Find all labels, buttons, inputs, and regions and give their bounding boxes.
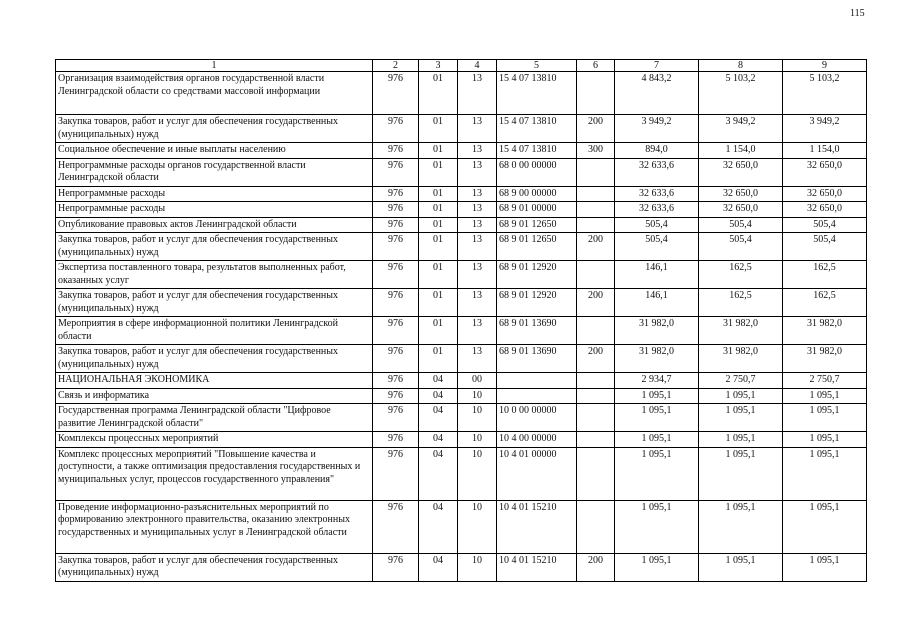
- header-cell: 3: [419, 60, 458, 72]
- table-row: [56, 373, 867, 389]
- row-expense-type: [577, 317, 615, 345]
- row-name: Проведение информационно-разъяснительных мероприятий по формированию электронного правительства, оказанию электронных государственных и муниципальных услуг в Ленинградской области: [56, 500, 373, 553]
- row-amount-year3: 31 982,0: [783, 317, 867, 345]
- row-target-article: 68 9 01 00000: [497, 202, 577, 218]
- row-expense-type: [577, 217, 615, 233]
- row-amount-year1: 2 934,7: [615, 373, 699, 389]
- row-expense-type: [577, 261, 615, 289]
- row-target-article: 15 4 07 13810: [497, 72, 577, 115]
- row-expense-type: [577, 447, 615, 500]
- row-ved: 976: [373, 186, 419, 202]
- row-ved: 976: [373, 143, 419, 159]
- row-section: 04: [419, 553, 458, 581]
- row-name: Закупка товаров, работ и услуг для обеспечения государственных (муниципальных) нужд: [56, 553, 373, 581]
- row-amount-year3: 1 095,1: [783, 553, 867, 581]
- row-name: Закупка товаров, работ и услуг для обеспечения государственных (муниципальных) нужд: [56, 115, 373, 143]
- row-subsection: 13: [458, 217, 497, 233]
- row-amount-year3: 2 750,7: [783, 373, 867, 389]
- row-expense-type: [577, 202, 615, 218]
- row-subsection: 13: [458, 158, 497, 186]
- table-row: [56, 261, 867, 289]
- row-ved: 976: [373, 261, 419, 289]
- row-expense-type: [577, 186, 615, 202]
- table-row: [56, 447, 867, 500]
- row-amount-year1: 1 095,1: [615, 447, 699, 500]
- row-name: Непрограммные расходы: [56, 186, 373, 202]
- row-amount-year3: 1 095,1: [783, 388, 867, 404]
- header-cell: 8: [699, 60, 783, 72]
- row-amount-year1: 1 095,1: [615, 404, 699, 432]
- row-amount-year1: 31 982,0: [615, 317, 699, 345]
- row-expense-type: [577, 404, 615, 432]
- row-amount-year2: 162,5: [699, 261, 783, 289]
- row-section: 01: [419, 186, 458, 202]
- row-section: 01: [419, 261, 458, 289]
- row-name: Закупка товаров, работ и услуг для обеспечения государственных (муниципальных) нужд: [56, 345, 373, 373]
- row-section: 04: [419, 432, 458, 448]
- table-row: [56, 345, 867, 373]
- row-target-article: 10 4 01 15210: [497, 500, 577, 553]
- row-amount-year3: 31 982,0: [783, 345, 867, 373]
- row-target-article: 68 9 01 12650: [497, 233, 577, 261]
- row-amount-year3: 32 650,0: [783, 186, 867, 202]
- row-target-article: 15 4 07 13810: [497, 143, 577, 159]
- row-subsection: 10: [458, 500, 497, 553]
- row-amount-year1: 1 095,1: [615, 432, 699, 448]
- row-expense-type: 200: [577, 345, 615, 373]
- row-amount-year3: 1 095,1: [783, 500, 867, 553]
- row-target-article: 68 9 01 13690: [497, 345, 577, 373]
- header-cell: 7: [615, 60, 699, 72]
- row-subsection: 10: [458, 553, 497, 581]
- row-ved: 976: [373, 217, 419, 233]
- row-target-article: 68 9 01 12650: [497, 217, 577, 233]
- row-subsection: 13: [458, 233, 497, 261]
- row-amount-year2: 1 095,1: [699, 404, 783, 432]
- row-amount-year2: 1 154,0: [699, 143, 783, 159]
- header-cell: 4: [458, 60, 497, 72]
- row-expense-type: [577, 432, 615, 448]
- row-name: Непрограммные расходы органов государственной власти Ленинградской области: [56, 158, 373, 186]
- row-amount-year1: 1 095,1: [615, 500, 699, 553]
- header-cell: 6: [577, 60, 615, 72]
- row-name: Социальное обеспечение и иные выплаты населению: [56, 143, 373, 159]
- row-target-article: 68 0 00 00000: [497, 158, 577, 186]
- row-section: 01: [419, 143, 458, 159]
- row-amount-year2: 31 982,0: [699, 317, 783, 345]
- row-section: 01: [419, 233, 458, 261]
- row-expense-type: [577, 158, 615, 186]
- row-amount-year1: 31 982,0: [615, 345, 699, 373]
- row-subsection: 10: [458, 432, 497, 448]
- row-expense-type: [577, 72, 615, 115]
- row-name: Комплекс процессных мероприятий "Повышение качества и доступности, а также оптимизация предоставления государственных и муниципальных услуг, процессов государственного управления": [56, 447, 373, 500]
- row-ved: 976: [373, 115, 419, 143]
- row-expense-type: 200: [577, 115, 615, 143]
- row-expense-type: [577, 373, 615, 389]
- row-name: Закупка товаров, работ и услуг для обеспечения государственных (муниципальных) нужд: [56, 233, 373, 261]
- table-row: [56, 115, 867, 143]
- row-target-article: 68 9 00 00000: [497, 186, 577, 202]
- header-cell: 5: [497, 60, 577, 72]
- table-row: [56, 289, 867, 317]
- row-amount-year2: 1 095,1: [699, 432, 783, 448]
- row-amount-year1: 3 949,2: [615, 115, 699, 143]
- row-amount-year1: 505,4: [615, 217, 699, 233]
- row-amount-year2: 2 750,7: [699, 373, 783, 389]
- row-target-article: [497, 388, 577, 404]
- row-section: 01: [419, 158, 458, 186]
- row-target-article: 15 4 07 13810: [497, 115, 577, 143]
- row-amount-year1: 146,1: [615, 261, 699, 289]
- row-amount-year1: 1 095,1: [615, 553, 699, 581]
- row-amount-year1: 146,1: [615, 289, 699, 317]
- header-cell: 1: [56, 60, 373, 72]
- row-name: Организация взаимодействия органов государственной власти Ленинградской области со средствами массовой информации: [56, 72, 373, 115]
- row-amount-year3: 162,5: [783, 261, 867, 289]
- row-amount-year3: 3 949,2: [783, 115, 867, 143]
- row-ved: 976: [373, 447, 419, 500]
- row-amount-year2: 5 103,2: [699, 72, 783, 115]
- table-header-row: [56, 60, 867, 72]
- row-subsection: 13: [458, 115, 497, 143]
- row-subsection: 00: [458, 373, 497, 389]
- row-name: Экспертиза поставленного товара, результатов выполненных работ, оказанных услуг: [56, 261, 373, 289]
- row-amount-year1: 505,4: [615, 233, 699, 261]
- row-amount-year1: 32 633,6: [615, 158, 699, 186]
- row-subsection: 10: [458, 447, 497, 500]
- row-name: НАЦИОНАЛЬНАЯ ЭКОНОМИКА: [56, 373, 373, 389]
- row-amount-year1: 32 633,6: [615, 186, 699, 202]
- row-section: 01: [419, 202, 458, 218]
- row-name: Непрограммные расходы: [56, 202, 373, 218]
- row-ved: 976: [373, 317, 419, 345]
- row-target-article: 68 9 01 12920: [497, 261, 577, 289]
- row-expense-type: 200: [577, 553, 615, 581]
- row-expense-type: 300: [577, 143, 615, 159]
- row-amount-year3: 505,4: [783, 217, 867, 233]
- row-ved: 976: [373, 432, 419, 448]
- table-row: [56, 217, 867, 233]
- row-amount-year3: 32 650,0: [783, 202, 867, 218]
- table-row: [56, 317, 867, 345]
- row-amount-year2: 1 095,1: [699, 553, 783, 581]
- table-row: [56, 432, 867, 448]
- row-ved: 976: [373, 202, 419, 218]
- row-amount-year2: 31 982,0: [699, 345, 783, 373]
- row-ved: 976: [373, 500, 419, 553]
- row-amount-year3: 1 095,1: [783, 404, 867, 432]
- row-section: 01: [419, 115, 458, 143]
- table-row: [56, 158, 867, 186]
- row-subsection: 13: [458, 202, 497, 218]
- table-row: [56, 500, 867, 553]
- row-target-article: 10 4 01 00000: [497, 447, 577, 500]
- row-amount-year2: 32 650,0: [699, 186, 783, 202]
- header-cell: 9: [783, 60, 867, 72]
- table-row: [56, 233, 867, 261]
- row-ved: 976: [373, 345, 419, 373]
- row-expense-type: [577, 388, 615, 404]
- row-amount-year3: 1 095,1: [783, 432, 867, 448]
- row-section: 04: [419, 388, 458, 404]
- row-amount-year2: 505,4: [699, 233, 783, 261]
- row-amount-year2: 32 650,0: [699, 202, 783, 218]
- page-number: 115: [850, 8, 865, 19]
- row-section: 04: [419, 373, 458, 389]
- row-amount-year3: 162,5: [783, 289, 867, 317]
- table-row: [56, 202, 867, 218]
- row-subsection: 13: [458, 317, 497, 345]
- table-row: [56, 553, 867, 581]
- row-name: Опубликование правовых актов Ленинградской области: [56, 217, 373, 233]
- row-expense-type: 200: [577, 289, 615, 317]
- row-subsection: 10: [458, 388, 497, 404]
- row-amount-year2: 505,4: [699, 217, 783, 233]
- table-row: [56, 143, 867, 159]
- row-name: Комплексы процессных мероприятий: [56, 432, 373, 448]
- row-subsection: 13: [458, 186, 497, 202]
- row-section: 01: [419, 345, 458, 373]
- row-amount-year1: 894,0: [615, 143, 699, 159]
- row-amount-year1: 4 843,2: [615, 72, 699, 115]
- row-subsection: 13: [458, 261, 497, 289]
- row-section: 04: [419, 404, 458, 432]
- row-target-article: 68 9 01 12920: [497, 289, 577, 317]
- row-amount-year3: 1 154,0: [783, 143, 867, 159]
- row-ved: 976: [373, 404, 419, 432]
- row-name: Мероприятия в сфере информационной политики Ленинградской области: [56, 317, 373, 345]
- table-row: [56, 404, 867, 432]
- row-amount-year3: 32 650,0: [783, 158, 867, 186]
- row-amount-year3: 1 095,1: [783, 447, 867, 500]
- table-row: [56, 388, 867, 404]
- row-section: 01: [419, 217, 458, 233]
- row-section: 01: [419, 72, 458, 115]
- row-subsection: 13: [458, 345, 497, 373]
- row-name: Государственная программа Ленинградской области "Цифровое развитие Ленинградской области": [56, 404, 373, 432]
- row-amount-year2: 3 949,2: [699, 115, 783, 143]
- row-expense-type: 200: [577, 233, 615, 261]
- budget-table: [55, 59, 867, 582]
- row-ved: 976: [373, 373, 419, 389]
- row-section: 04: [419, 500, 458, 553]
- row-section: 01: [419, 317, 458, 345]
- row-expense-type: [577, 500, 615, 553]
- row-amount-year1: 1 095,1: [615, 388, 699, 404]
- row-subsection: 10: [458, 404, 497, 432]
- row-name: Закупка товаров, работ и услуг для обеспечения государственных (муниципальных) нужд: [56, 289, 373, 317]
- row-amount-year2: 32 650,0: [699, 158, 783, 186]
- row-amount-year2: 1 095,1: [699, 447, 783, 500]
- row-target-article: 10 4 00 00000: [497, 432, 577, 448]
- row-section: 04: [419, 447, 458, 500]
- row-ved: 976: [373, 553, 419, 581]
- row-ved: 976: [373, 158, 419, 186]
- row-ved: 976: [373, 388, 419, 404]
- row-section: 01: [419, 289, 458, 317]
- table-row: [56, 186, 867, 202]
- row-target-article: [497, 373, 577, 389]
- header-cell: 2: [373, 60, 419, 72]
- row-ved: 976: [373, 233, 419, 261]
- row-target-article: 68 9 01 13690: [497, 317, 577, 345]
- row-subsection: 13: [458, 289, 497, 317]
- row-amount-year2: 1 095,1: [699, 388, 783, 404]
- row-ved: 976: [373, 72, 419, 115]
- row-amount-year2: 1 095,1: [699, 500, 783, 553]
- row-ved: 976: [373, 289, 419, 317]
- table-row: [56, 72, 867, 115]
- row-amount-year2: 162,5: [699, 289, 783, 317]
- row-target-article: 10 0 00 00000: [497, 404, 577, 432]
- row-subsection: 13: [458, 143, 497, 159]
- row-name: Связь и информатика: [56, 388, 373, 404]
- row-amount-year3: 505,4: [783, 233, 867, 261]
- row-target-article: 10 4 01 15210: [497, 553, 577, 581]
- row-amount-year1: 32 633,6: [615, 202, 699, 218]
- row-amount-year3: 5 103,2: [783, 72, 867, 115]
- row-subsection: 13: [458, 72, 497, 115]
